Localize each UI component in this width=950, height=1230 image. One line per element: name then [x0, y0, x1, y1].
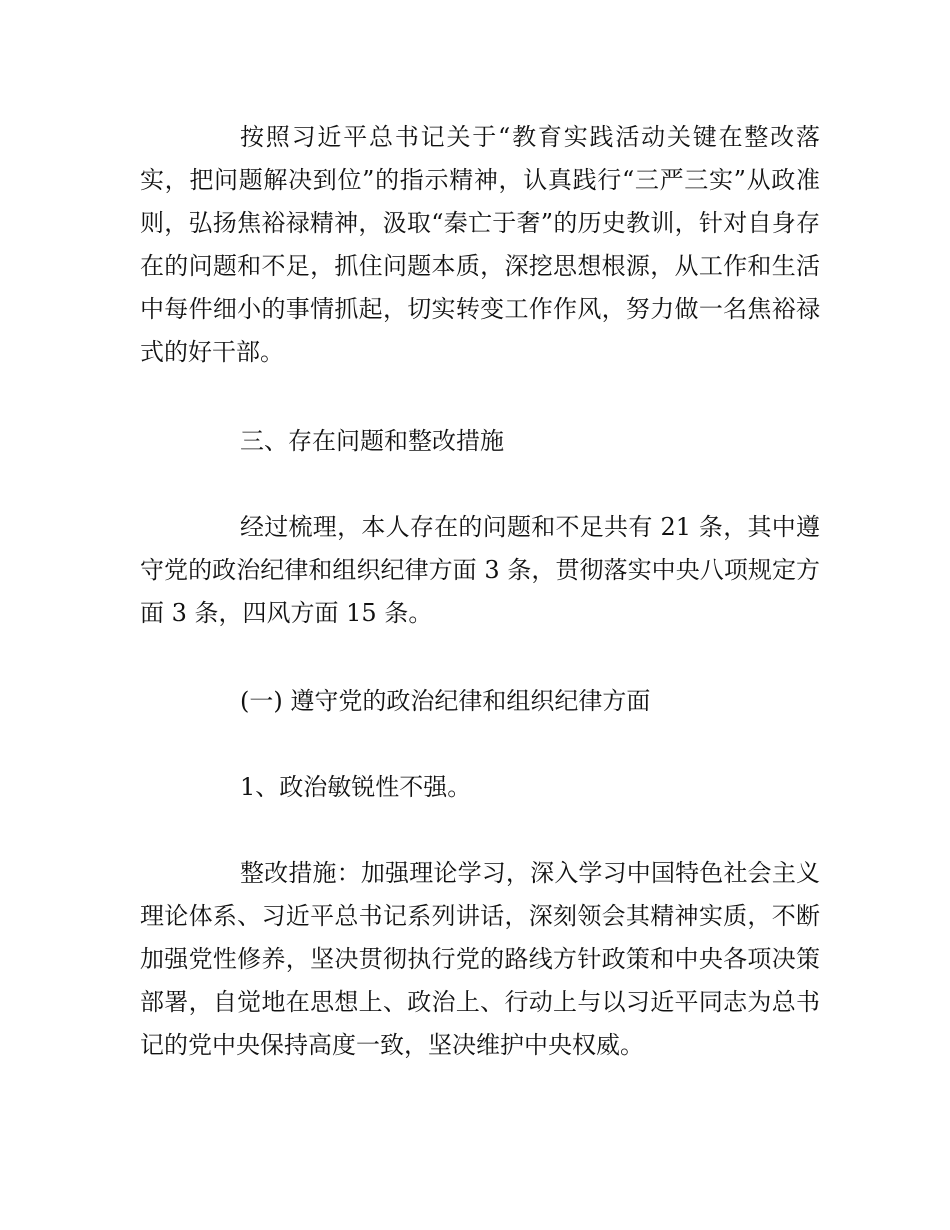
intro-paragraph: 按照习近平总书记关于“教育实践活动关键在整改落实，把问题解决到位”的指示精神，认真践行“三严三实”从政准则，弘扬焦裕禄精神，汲取“秦亡于奢”的历史教训，针对自身存在的问题和不足，抓住问题本质，深挖思想根源，从工作和生活中每件细小的事情抓起，切实转变工作作风，努力做一名焦裕禄式的好干部。 [140, 123, 820, 366]
subsection-heading: (一) 遵守党的政治纪律和组织纪律方面 [240, 687, 651, 715]
item-heading: 1、政治敏锐性不强。 [240, 773, 472, 801]
measures-paragraph: 整改措施：加强理论学习，深入学习中国特色社会主义理论体系、习近平总书记系列讲话，深刻领会其精神实质，不断加强党性修养，坚决贯彻执行党的路线方针政策和中央各项决策部署，自觉地在思想上、政治上、行动上与以习近平同志为总书记的党中央保持高度一致，坚决维护中央权威。 [140, 859, 820, 1059]
section-heading: 三、存在问题和整改措施 [240, 427, 504, 455]
summary-paragraph: 经过梳理，本人存在的问题和不足共有 21 条，其中遵守党的政治纪律和组织纪律方面 3 条，贯彻落实中央八项规定方面 3 条，四风方面 15 条。 [140, 513, 820, 627]
